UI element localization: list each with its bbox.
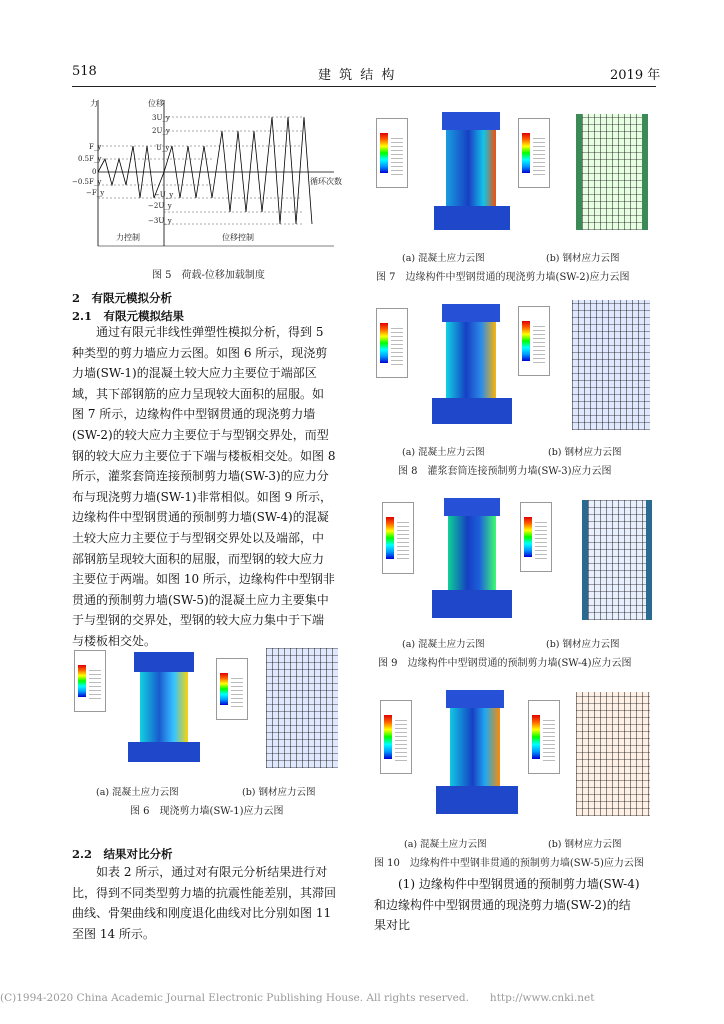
copyright-footer: (C)1994-2020 China Academic Journal Electronic Publishing House. All rights reserved. http://www.cnki.net [0, 992, 595, 1004]
fig10-caption: 图 10 边缘构件中型钢非贯通的预制剪力墙(SW-5)应力云图 [374, 858, 644, 869]
wall-top-beam [442, 304, 500, 322]
header-rule [72, 86, 656, 87]
fig9-caption: 图 9 边缘构件中型钢贯通的预制剪力墙(SW-4)应力云图 [378, 658, 632, 669]
steel-mesh [582, 500, 652, 620]
section-21-title: 2.1 有限元模拟结果 [72, 309, 185, 323]
tick-neg2uy: −2U_y [148, 202, 172, 210]
x-axis-label: 循环次数 [310, 177, 342, 186]
wall-top-beam [442, 112, 500, 130]
color-legend [376, 308, 408, 378]
steel-mesh [576, 114, 648, 230]
journal-title: 建 筑 结 构 [318, 68, 397, 83]
wall-body [446, 130, 496, 206]
phase-force-label: 力控制 [116, 233, 140, 242]
year: 2019 年 [610, 68, 661, 83]
load-history-line [98, 117, 312, 224]
fig6-sub-b: (b) 钢材应力云图 [242, 787, 316, 798]
tick-negfy: −F_y [86, 189, 105, 197]
section-2-title: 2 有限元模拟分析 [72, 291, 173, 305]
fig6-caption: 图 6 现浇剪力墙(SW-1)应力云图 [130, 806, 284, 817]
tick-2uy: 2U_y [152, 127, 170, 135]
color-legend [528, 700, 560, 774]
paragraph-22: 如表 2 所示，通过对有限元分析结果进行对 比，得到不同类型剪力墙的抗震性能差别，其滞回 曲线、骨架曲线和刚度退化曲线对比分别如图 11 至图 14 所示。 [72, 865, 337, 941]
tick-uy: U_y [156, 144, 170, 152]
disp-axis-label: 位移 [148, 99, 164, 108]
load-protocol-chart [72, 96, 362, 256]
wall-base [128, 742, 200, 762]
wall-top-beam [134, 652, 194, 672]
paragraph-right: (1) 边缘构件中型钢贯通的预制剪力墙(SW-4) 和边缘构件中型钢贯通的现浇剪力墙(SW-2)的结 果对比 [374, 877, 640, 933]
tick-05fy: 0.5F_y [78, 155, 102, 163]
fig7-sub-a: (a) 混凝土应力云图 [402, 253, 485, 264]
fig8-caption: 图 8 灌浆套筒连接预制剪力墙(SW-3)应力云图 [398, 466, 612, 477]
color-legend [376, 118, 408, 188]
fig6-images [74, 648, 354, 778]
force-axis-label: 力 [90, 99, 98, 108]
steel-mesh [266, 648, 338, 768]
fig9-images [376, 494, 656, 626]
wall-body [140, 672, 188, 742]
paragraph-21: 通过有限元非线性弹塑性模拟分析，得到 5 种类型的剪力墙应力云图。如图 6 所示，现浇剪 力墙(SW-1)的混凝土较大应力主要位于端部区 域，其下部钢筋的应力呈现较大面积的屈服。如 图 7 所示，边缘构件中型钢贯通的现浇剪力墙 (SW-2)的较大应力主要位于与型钢交界处，而型 钢的较大应力主要位于下端与楼板相交处。如图 8 所示，灌浆套筒连接预制剪力墙(SW-3)的应力分 布与现浇剪力墙(SW-1)非常相似。如图 9 所示， 边缘构件中型钢贯通的预制剪力墙(SW-4)的混凝 土较大应力主要位于与型钢交界处以及端部，中 部钢筋呈现较大面积的屈服，而型钢的较大应力 主要位于两端。如图 10 所示，边缘构件中型钢非 贯通的预制剪力墙(SW-5)的混凝土应力主要集中 于与型钢的交界处，型钢的较大应力集中于下端 与楼板相交处。 [72, 325, 336, 648]
tick-neg3uy: −3U_y [148, 217, 172, 225]
phase-disp-label: 位移控制 [222, 233, 254, 242]
fig10-sub-b: (b) 钢材应力云图 [548, 839, 622, 850]
color-legend [74, 650, 106, 712]
tick-neg05fy: −0.5F_y [72, 178, 102, 186]
color-legend [382, 502, 414, 574]
fig9-sub-a: (a) 混凝土应力云图 [402, 639, 485, 650]
wall-base [436, 786, 518, 814]
wall-body [450, 708, 500, 786]
wall-top-beam [444, 498, 500, 516]
fig7-sub-b: (b) 钢材应力云图 [546, 253, 620, 264]
color-legend [520, 502, 552, 572]
wall-body [448, 516, 496, 590]
wall-top-beam [446, 690, 504, 708]
steel-mesh [572, 300, 650, 430]
fig8-sub-a: (a) 混凝土应力云图 [402, 447, 485, 458]
fig10-sub-a: (a) 混凝土应力云图 [404, 839, 487, 850]
fig8-sub-b: (b) 钢材应力云图 [548, 447, 622, 458]
fig5-caption: 图 5 荷载-位移加载制度 [152, 270, 265, 281]
steel-mesh [576, 692, 650, 816]
fig10-images [376, 686, 656, 820]
page-number: 518 [72, 64, 97, 79]
fig6-sub-a: (a) 混凝土应力云图 [96, 787, 179, 798]
wall-base [434, 206, 510, 230]
color-legend [380, 700, 412, 774]
color-legend [518, 118, 550, 188]
color-legend [216, 658, 248, 720]
tick-3uy: 3U_y [152, 114, 170, 122]
tick-0: 0 [92, 168, 97, 176]
fig8-images [376, 300, 656, 432]
section-22-title: 2.2 结果对比分析 [72, 847, 173, 861]
color-legend [518, 306, 550, 376]
fig7-caption: 图 7 边缘构件中型钢贯通的现浇剪力墙(SW-2)应力云图 [376, 272, 630, 283]
wall-body [446, 322, 496, 398]
tick-neguy: −U_y [154, 191, 174, 199]
fig7-images [376, 110, 656, 240]
wall-base [432, 590, 512, 618]
wall-base [432, 398, 512, 424]
fig9-sub-b: (b) 钢材应力云图 [546, 639, 620, 650]
tick-fy: F_y [89, 143, 102, 151]
